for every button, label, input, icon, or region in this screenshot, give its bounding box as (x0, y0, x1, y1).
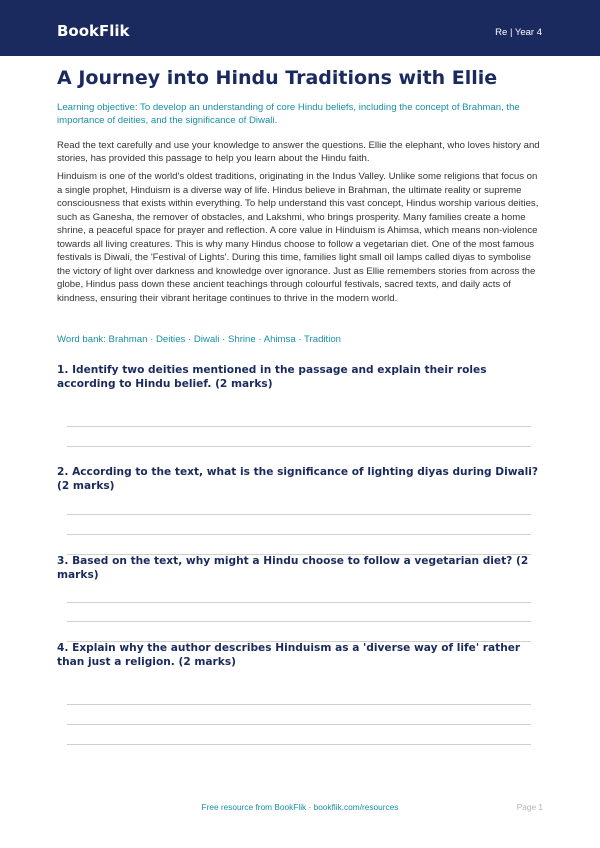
answer-line[interactable] (67, 446, 531, 447)
answer-line[interactable] (67, 744, 531, 745)
question-4: 4. Explain why the author describes Hinduism as a 'diverse way of life' rather than just a religion. (2 marks) (57, 642, 521, 668)
answer-line[interactable] (67, 621, 531, 622)
subject-year-label: Re | Year 4 (495, 27, 542, 38)
page-title: A Journey into Hindu Traditions with Ellie (57, 67, 498, 89)
header-bar (0, 0, 600, 56)
brand-logo[interactable]: BookFlik (57, 22, 130, 40)
question-3: 3. Based on the text, why might a Hindu choose to follow a vegetarian diet? (2 marks) (57, 555, 529, 581)
footer-credit[interactable]: Free resource from BookFlik · bookflik.com/resources (201, 802, 399, 812)
answer-line[interactable] (67, 426, 531, 427)
answer-line[interactable] (67, 514, 531, 515)
reading-passage: Hinduism is one of the world's oldest traditions, originating in the Indus Valley. Unlike some religions that focus on a single prophet, Hinduism is a diverse way of life. Hindus believe in Brahman, the ultimate reality or supreme consciousness that exists within everything. To help understand this vast concept, Hindus worship various deities, such as Ganesha, the remover of obstacles, and Lakshmi, who brings prosperity. Many families create a home shrine, a peaceful space for prayer and reflection. A core value in Hinduism is Ahimsa, which means non-violence towards all living creatures. This is why many Hindus choose to follow a vegetarian diet. One of the most famous festivals is Diwali, the 'Festival of Lights'. During this time, families light small oil lamps called diyas to symbolise the victory of light over darkness and knowledge over ignorance. Just as Ellie remembers stories from across the globe, Hindus pass down these ancient teachings through colourful festivals, sacred texts, and daily acts of kindness, ensuring their vibrant heritage continues to thrive in the modern world. (57, 171, 539, 304)
answer-line[interactable] (67, 534, 531, 535)
question-1: 1. Identify two deities mentioned in the passage and explain their roles according to Hindu belief. (2 marks) (57, 364, 487, 390)
learning-objective: Learning objective: To develop an understanding of core Hindu beliefs, including the concept of Brahman, the importance of deities, and the significance of Diwali. (57, 102, 520, 126)
word-bank: Word bank: Brahman · Deities · Diwali · Shrine · Ahimsa · Tradition (57, 334, 342, 345)
page-number: Page 1 (516, 802, 543, 812)
answer-line[interactable] (67, 704, 531, 705)
question-2: 2. According to the text, what is the significance of lighting diyas during Diwali? (2 marks) (57, 466, 539, 492)
answer-line[interactable] (67, 724, 531, 725)
instructions-text: Read the text carefully and use your knowledge to answer the questions. Ellie the elephant, who loves history and stories, has provided this passage to help you learn about the Hindu faith. (57, 140, 540, 164)
answer-line[interactable] (67, 602, 531, 603)
